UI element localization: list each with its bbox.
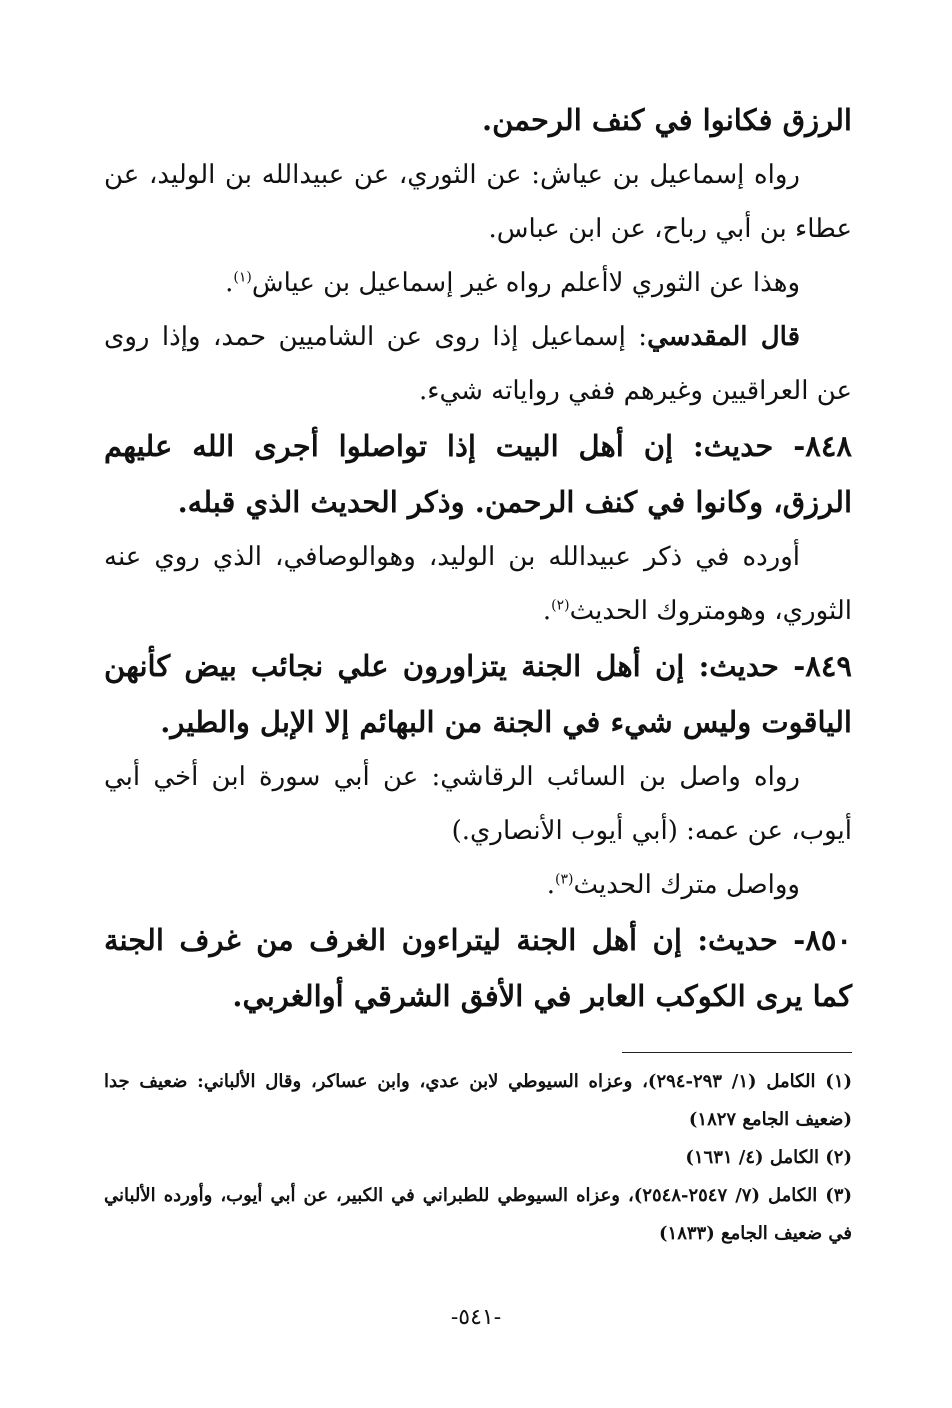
hadith-849-comment-text: وواصل مترك الحديث (573, 870, 800, 900)
hadith-849-comment (104, 858, 852, 912)
hadith-849-comment-end: . (546, 870, 555, 900)
maqdisi-paragraph (104, 310, 852, 418)
footnote-ref-1: (١) (233, 269, 252, 286)
comment-paragraph (104, 256, 852, 310)
footnotes-section (104, 1052, 852, 1253)
footnote-divider (622, 1052, 852, 1053)
page-body (104, 92, 852, 1024)
continuation-paragraph: الرزق فكانوا في كنف الرحمن. (482, 103, 852, 137)
narration-paragraph: رواه إسماعيل بن عياش: عن الثوري، عن عبيدالله بن الوليد، عن عطاء بن أبي رباح، عن ابن عباس. (104, 160, 852, 244)
footnote-3: (٣) الكامل (٧/ ٢٥٤٧-٢٥٤٨)، وعزاه السيوطي للطبراني في الكبير، عن أبي أيوب، وأورده الألباني في ضعيف الجامع (١٨٣٣) (104, 1185, 852, 1244)
hadith-850: ٨٥٠- حديث: إن أهل الجنة ليتراءون الغرف من غرف الجنة كما يرى الكوكب العابر في الأفق الشرقي أوالغربي. (104, 923, 852, 1013)
hadith-848-comment-end: . (542, 596, 552, 626)
comment-end: . (225, 268, 234, 298)
footnote-2: (٢) الكامل (٤/ ١٦٣١) (685, 1147, 852, 1168)
hadith-849-narration: رواه واصل بن السائب الرقاشي: عن أبي سورة ابن أخي أبي أيوب، عن عمه: (أبي أيوب الأنصاري.) (104, 762, 852, 846)
hadith-848-comment (104, 530, 852, 638)
page-number: -٥٤١- (450, 1305, 502, 1330)
footnote-1: (١) الكامل (١/ ٢٩٣-٢٩٤)، وعزاه السيوطي لابن عدي، وابن عساكر، وقال الألباني: ضعيف جدا (ضعيف الجامع ١٨٢٧) (104, 1071, 853, 1130)
hadith-848-comment-text: أورده في ذكر عبيدالله بن الوليد، وهوالوصافي، الذي روي عنه الثوري، وهومتروك الحديث (104, 542, 852, 626)
maqdisi-label: قال المقدسي (647, 322, 800, 352)
hadith-848: ٨٤٨- حديث: إن أهل البيت إذا تواصلوا أجرى الله عليهم الرزق، وكانوا في كنف الرحمن. وذكر الحديث الذي قبله. (104, 429, 852, 519)
comment-text: وهذا عن الثوري لاأعلم رواه غير إسماعيل بن عياش (251, 268, 800, 298)
footnote-ref-3: (٣) (555, 871, 574, 888)
maqdisi-text: : إسماعيل إذا روى عن الشاميين حمد، وإذا روى عن العراقيين وغيرهم ففي رواياته شيء. (104, 322, 852, 406)
footnote-ref-2: (٢) (551, 597, 570, 614)
hadith-849: ٨٤٩- حديث: إن أهل الجنة يتزاورون علي نجائب بيض كأنهن الياقوت وليس شيء في الجنة من البهائم إلا الإبل والطير. (104, 649, 853, 739)
